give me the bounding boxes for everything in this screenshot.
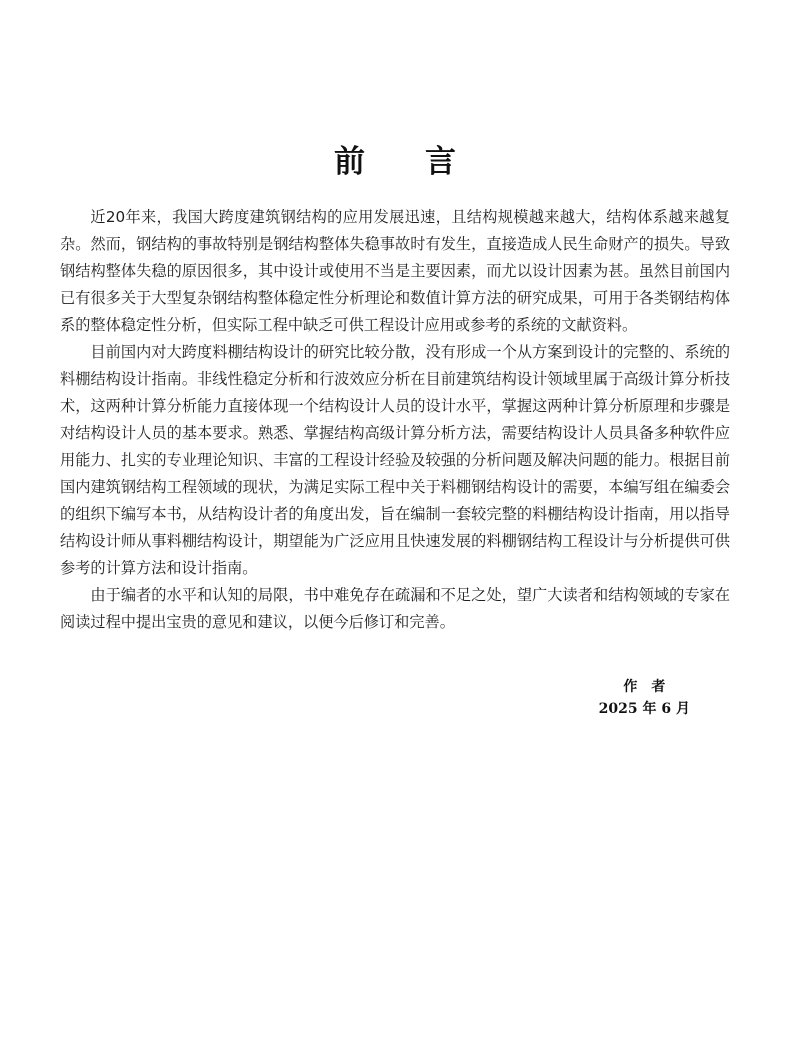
paragraph-2: 目前国内对大跨度料棚结构设计的研究比较分散，没有形成一个从方案到设计的完整的、系统的料棚结构设计指南。非线性稳定分析和行波效应分析在目前建筑结构设计领域里属于高级计算分析技术，这两种计算分析能力直接体现一个结构设计人员的设计水平，掌握这两种计算分析原理和步骤是对结构设计人员的基本要求。熟悉、掌握结构高级计算分析方法，需要结构设计人员具备多种软件应用能力、扎实的专业理论知识、丰富的工程设计经验及较强的分析问题及解决问题的能力。根据目前国内建筑钢结构工程领域的现状，为满足实际工程中关于料棚钢结构设计的需要，本编写组在编委会的组织下编写本书，从结构设计者的角度出发，旨在编制一套较完整的料棚结构设计指南，用以指导结构设计师从事料棚结构设计，期望能为广泛应用且快速发展的料棚钢结构工程设计与分析提供可供参考的计算方法和设计指南。 <box>60 343 730 577</box>
paragraph-3: 由于编者的水平和认知的局限，书中难免存在疏漏和不足之处，望广大读者和结构领域的专家在阅读过程中提出宝贵的意见和建议，以便今后修订和完善。 <box>60 586 730 631</box>
title-char-right: 言 <box>425 144 456 180</box>
paragraph-1: 近20年来，我国大跨度建筑钢结构的应用发展迅速，且结构规模越来越大，结构体系越来越复杂。然而，钢结构的事故特别是钢结构整体失稳事故时有发生，直接造成人民生命财产的损失。导致钢结构整体失稳的原因很多，其中设计或使用不当是主要因素，而尤以设计因素为甚。虽然目前国内已有很多关于大型复杂钢结构整体稳定性分析理论和数值计算方法的研究成果，可用于各类钢结构体系的整体稳定性分析，但实际工程中缺乏可供工程设计应用或参考的系统的文献资料。 <box>60 208 730 334</box>
preface-body <box>60 204 730 636</box>
signature-block <box>599 676 690 720</box>
page-title <box>0 142 790 182</box>
title-char-left: 前 <box>334 144 365 180</box>
author-label: 作 者 <box>623 679 666 695</box>
date-label: 2025 年 6 月 <box>598 701 690 717</box>
